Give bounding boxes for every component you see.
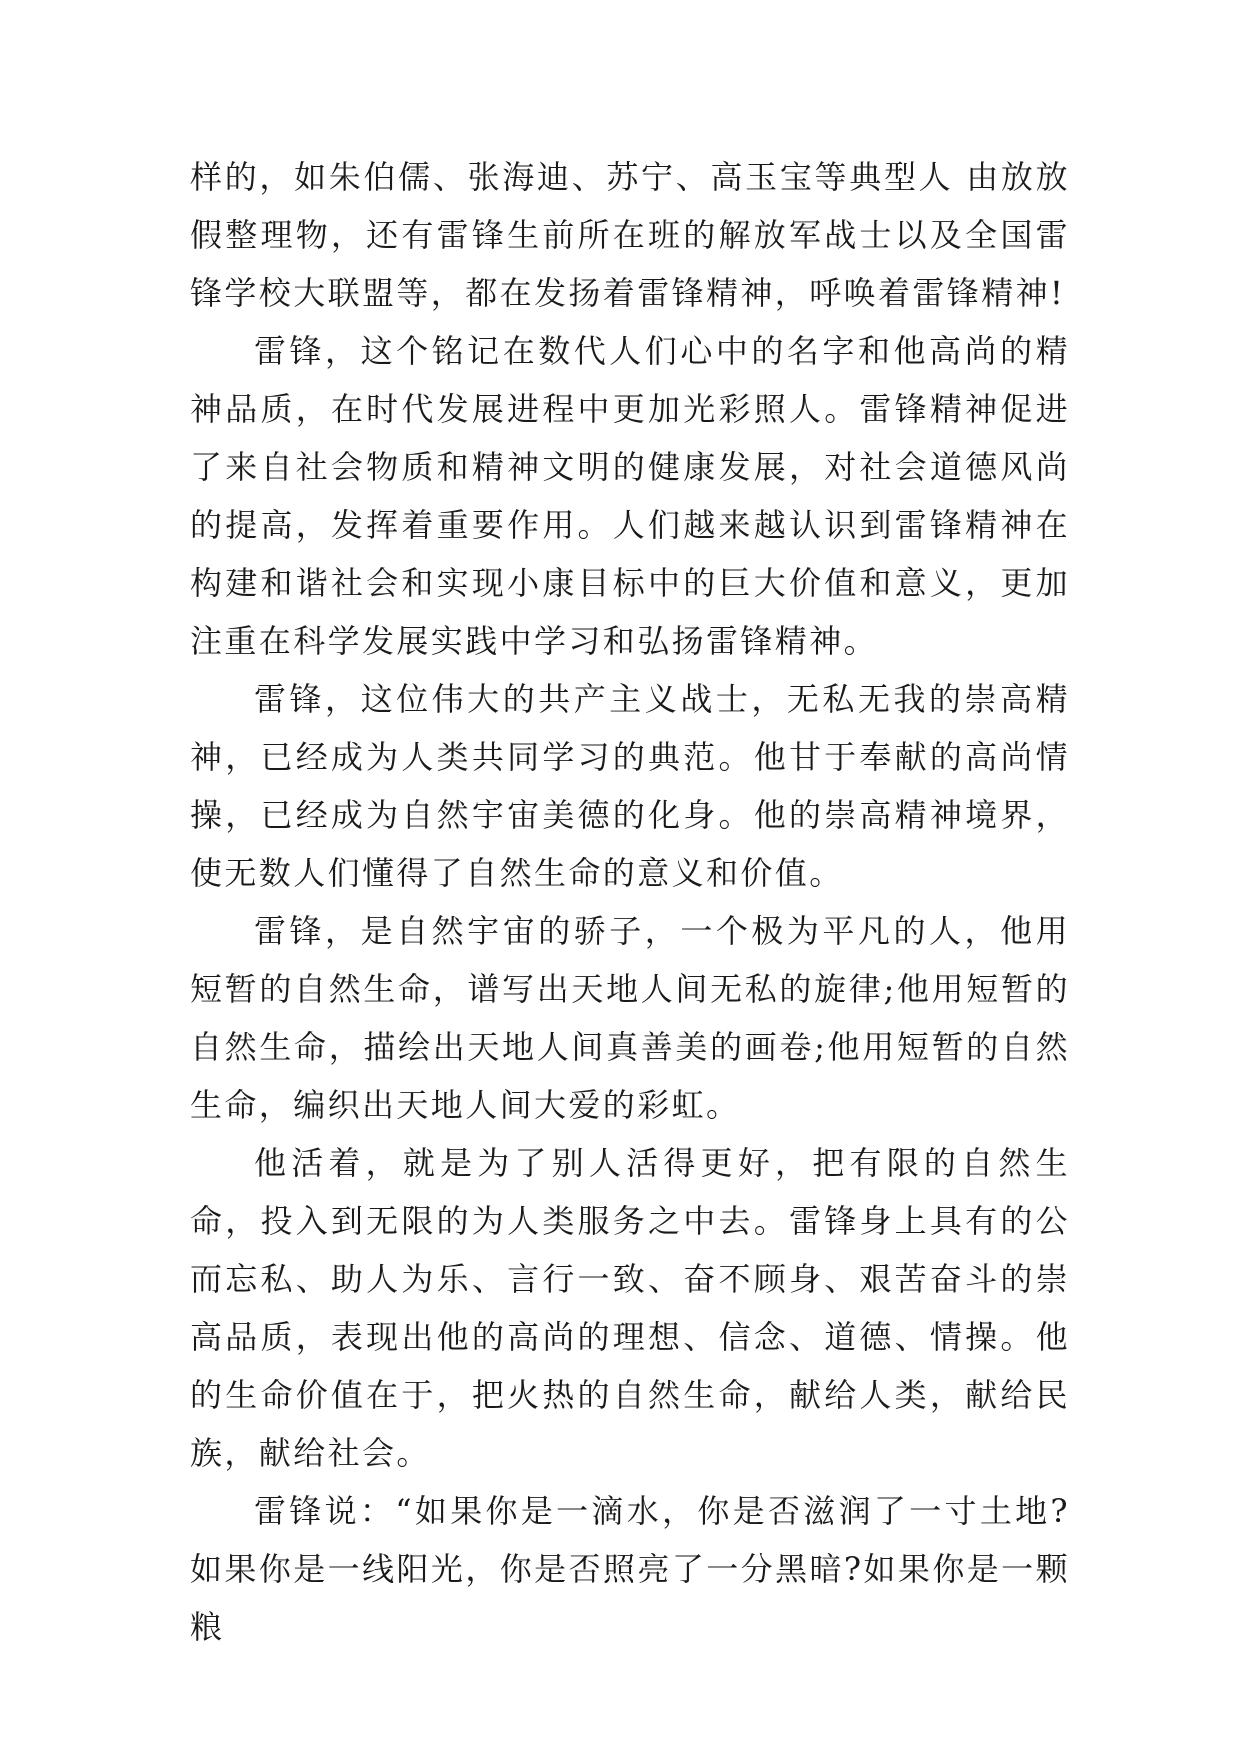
paragraph-2: 雷锋，这个铭记在数代人们心中的名字和他高尚的精神品质，在时代发展进程中更加光彩照人。雷锋精神促进了来自社会物质和精神文明的健康发展，对社会道德风尚的提高，发挥着重要作用。人们越来越认识到雷锋精神在构建和谐社会和实现小康目标中的巨大价值和意义，更加注重在科学发展实践中学习和弘扬雷锋精神。 [190, 332, 1070, 660]
document-body [190, 148, 1070, 1656]
paragraph-3: 雷锋，这位伟大的共产主义战士，无私无我的崇高精神，已经成为人类共同学习的典范。他甘于奉献的高尚情操，已经成为自然宇宙美德的化身。他的崇高精神境界，使无数人们懂得了自然生命的意义和价值。 [190, 680, 1070, 892]
paragraph-6: 雷锋说：“如果你是一滴水，你是否滋润了一寸土地?如果你是一线阳光，你是否照亮了一分黑暗?如果你是一颗粮 [190, 1492, 1070, 1646]
paragraph-1: 样的，如朱伯儒、张海迪、苏宁、高玉宝等典型人 由放放假整理物，还有雷锋生前所在班的解放军战士以及全国雷锋学校大联盟等，都在发扬着雷锋精神，呼唤着雷锋精神! [190, 158, 1070, 312]
paragraph-4: 雷锋，是自然宇宙的骄子，一个极为平凡的人，他用短暂的自然生命，谱写出天地人间无私的旋律;他用短暂的自然生命，描绘出天地人间真善美的画卷;他用短暂的自然生命，编织出天地人间大爱的彩虹。 [190, 912, 1070, 1124]
paragraph-5: 他活着，就是为了别人活得更好，把有限的自然生命，投入到无限的为人类服务之中去。雷锋身上具有的公而忘私、助人为乐、言行一致、奋不顾身、艰苦奋斗的崇高品质，表现出他的高尚的理想、信念、道德、情操。他的生命价值在于，把火热的自然生命，献给人类，献给民族，献给社会。 [190, 1144, 1070, 1472]
